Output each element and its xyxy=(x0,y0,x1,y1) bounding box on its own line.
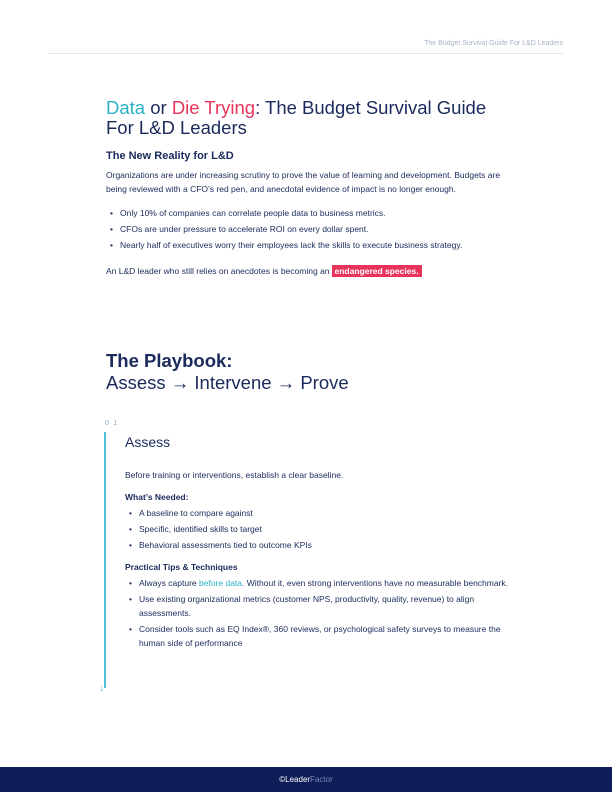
new-reality-bullets xyxy=(106,206,516,252)
list-item: • CFOs are under pressure to accelerate ROI on every dollar spent. xyxy=(106,222,516,236)
brand-name-light: Factor xyxy=(310,775,333,784)
intro-section xyxy=(106,98,516,278)
list-item xyxy=(125,576,510,590)
playbook-heading-block xyxy=(106,350,526,394)
list-item: • Nearly half of executives worry their employees lack the skills to execute business strategy. xyxy=(106,238,516,252)
whats-needed-heading: What’s Needed: xyxy=(125,492,189,502)
tips-list xyxy=(125,576,510,650)
step-number: 01 xyxy=(105,418,122,427)
list-item: • Use existing organizational metrics (customer NPS, productivity, quality, revenue) to align assessments. xyxy=(125,592,510,620)
list-item: • Only 10% of companies can correlate people data to business metrics. xyxy=(106,206,516,220)
before-data-link[interactable]: before data xyxy=(199,578,243,588)
timeline-line xyxy=(104,432,106,688)
list-item: • Behavioral assessments tied to outcome KPIs xyxy=(125,538,510,552)
tips-heading: Practical Tips & Techniques xyxy=(125,562,238,572)
running-header: The Budget Survival Guide For L&D Leaders xyxy=(48,40,563,54)
assess-step xyxy=(125,434,510,652)
brand-name-bold: Leader xyxy=(285,775,311,784)
step-intro: Before training or interventions, establish a clear baseline. xyxy=(125,470,344,480)
step-title: Assess xyxy=(125,434,171,450)
title-die-trying: Die Trying xyxy=(171,97,256,118)
tip1-after: . Without it, even strong interventions have no measurable benchmark. xyxy=(242,578,509,588)
title-rest: : The Budget Survival Guide For L&D Leaders xyxy=(106,97,487,138)
footer xyxy=(0,767,612,792)
new-reality-paragraph: Organizations are under increasing scrutiny to prove the value of learning and development. Budgets are being reviewed with a CFO’s red pen, and anecdotal evidence of impact is no longer enough. xyxy=(106,170,501,194)
list-item: • A baseline to compare against xyxy=(125,506,510,520)
title-or-word: or xyxy=(145,97,172,118)
new-reality-heading: The New Reality for L&D xyxy=(106,150,234,162)
whats-needed-list xyxy=(125,506,510,552)
playbook-title: The Playbook: xyxy=(106,350,233,371)
endangered-species-highlight: endangered species. xyxy=(332,265,422,277)
playbook-subtitle: Assess → Intervene → Prove xyxy=(106,372,349,393)
page-title xyxy=(106,98,516,138)
copyright-symbol: © xyxy=(279,775,286,784)
title-data-word: Data xyxy=(106,97,146,118)
closing-text: An L&D leader who still relies on anecdotes is becoming an xyxy=(106,266,330,276)
list-item: • Specific, identified skills to target xyxy=(125,522,510,536)
closing-line xyxy=(106,264,516,278)
arrow-down-icon: ↓ xyxy=(99,683,104,694)
list-item: • Consider tools such as EQ Index®, 360 reviews, or psychological safety surveys to measure the human side of performance xyxy=(125,622,510,650)
tip1-before: Always capture xyxy=(139,578,199,588)
